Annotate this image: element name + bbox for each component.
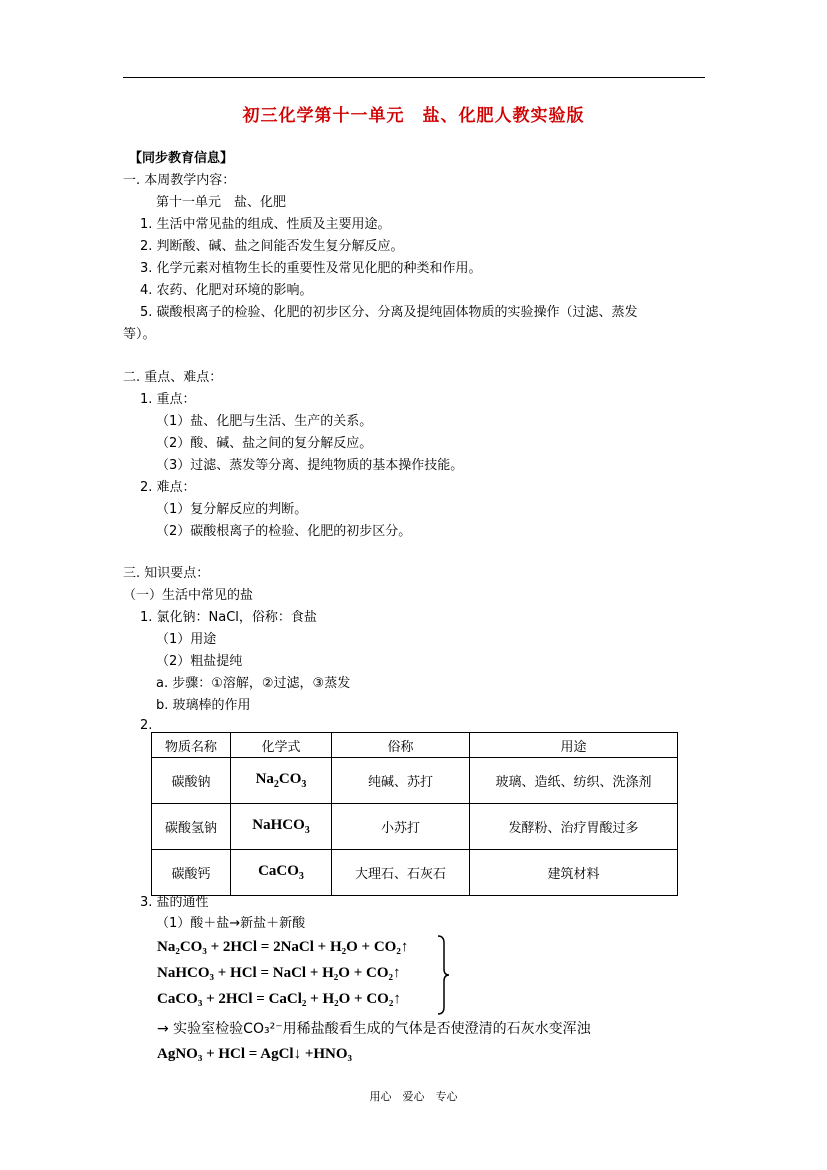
- part1-item: 5. 碳酸根离子的检验、化肥的初步区分、分离及提纯固体物质的实验操作（过滤、蒸发: [140, 305, 638, 320]
- co3-test-note: → 实验室检验CO₃²⁻用稀盐酸看生成的气体是否使澄清的石灰水变浑浊: [157, 1021, 591, 1037]
- common-name-cell: 大理石、石灰石: [332, 850, 470, 896]
- header-cell: 用途: [470, 733, 678, 758]
- item3-heading: 3. 盐的通性: [140, 895, 209, 910]
- formula-cell: NaHCO$_3$: [231, 804, 332, 850]
- equation: AgNO₃ + HCl = AgCl↓ +HNO₃: [157, 1046, 353, 1062]
- equation: NaHCO₃ + HCl = NaCl + H₂O + CO₂↑: [157, 965, 401, 981]
- purify-line: （2）粗盐提纯: [156, 654, 243, 669]
- use-cell: 建筑材料: [470, 850, 678, 896]
- header-rule: [123, 77, 705, 78]
- hard-item: （2）碳酸根离子的检验、化肥的初步区分。: [156, 524, 412, 539]
- key-heading: 1. 重点：: [140, 392, 196, 407]
- table-row: [152, 758, 678, 804]
- part1-item: 3. 化学元素对植物生长的重要性及常见化肥的种类和作用。: [140, 261, 482, 276]
- page-footer: 用心 爱心 专心: [369, 1090, 458, 1103]
- right-brace-icon: [436, 935, 450, 1015]
- part3-heading: 三. 知识要点：: [123, 566, 210, 581]
- use-line: （1）用途: [156, 632, 217, 647]
- equation: Na₂CO₃ + 2HCl = 2NaCl + H₂O + CO₂↑: [157, 939, 409, 955]
- steps-line: a. 步骤：①溶解，②过滤，③蒸发: [156, 676, 351, 691]
- name-cell: 碳酸钠: [152, 758, 231, 804]
- key-item: （2）酸、碱、盐之间的复分解反应。: [156, 436, 373, 451]
- part1-item5-cont: 等）。: [123, 327, 156, 342]
- equation: CaCO₃ + 2HCl = CaCl₂ + H₂O + CO₂↑: [157, 991, 401, 1007]
- header-cell: 俗称: [332, 733, 470, 758]
- section-header: 【同步教育信息】: [129, 151, 234, 166]
- formula-cell: CaCO$_3$: [231, 850, 332, 896]
- part1-item: 1. 生活中常见盐的组成、性质及主要用途。: [140, 217, 391, 232]
- table-header-row: [152, 733, 678, 758]
- page-title: 初三化学第十一单元 盐、化肥人教实验版: [242, 106, 585, 126]
- part1-unit: 第十一单元 盐、化肥: [156, 195, 287, 210]
- part3-sub1: （一）生活中常见的盐: [123, 588, 254, 603]
- part2-heading: 二. 重点、难点：: [123, 370, 223, 385]
- key-item: （1）盐、化肥与生活、生产的关系。: [156, 414, 373, 429]
- name-cell: 碳酸氢钠: [152, 804, 231, 850]
- part1-heading: 一. 本周教学内容：: [123, 173, 236, 188]
- item2-label: 2.: [140, 718, 153, 733]
- common-name-cell: 纯碱、苏打: [332, 758, 470, 804]
- use-cell: 玻璃、造纸、纺织、洗涤剂: [470, 758, 678, 804]
- hard-heading: 2. 难点：: [140, 480, 196, 495]
- table-row: [152, 850, 678, 896]
- table-row: [152, 804, 678, 850]
- hard-item: （1）复分解反应的判断。: [156, 502, 308, 517]
- part1-item: 2. 判断酸、碱、盐之间能否发生复分解反应。: [140, 239, 404, 254]
- name-cell: 碳酸钙: [152, 850, 231, 896]
- header-cell: 物质名称: [152, 733, 231, 758]
- formula-cell: $Na_2CO_3$: [231, 758, 332, 804]
- part1-item: 4. 农药、化肥对环境的影响。: [140, 283, 313, 298]
- key-item: （3）过滤、蒸发等分离、提纯物质的基本操作技能。: [156, 458, 464, 473]
- acid-salt-line: （1）酸＋盐→新盐＋新酸: [156, 916, 306, 931]
- nacl-line: 1. 氯化钠：NaCl，俗称：食盐: [140, 610, 317, 625]
- common-name-cell: 小苏打: [332, 804, 470, 850]
- salt-table: [151, 732, 678, 896]
- rod-line: b. 玻璃棒的作用: [156, 698, 251, 713]
- use-cell: 发酵粉、治疗胃酸过多: [470, 804, 678, 850]
- header-cell: 化学式: [231, 733, 332, 758]
